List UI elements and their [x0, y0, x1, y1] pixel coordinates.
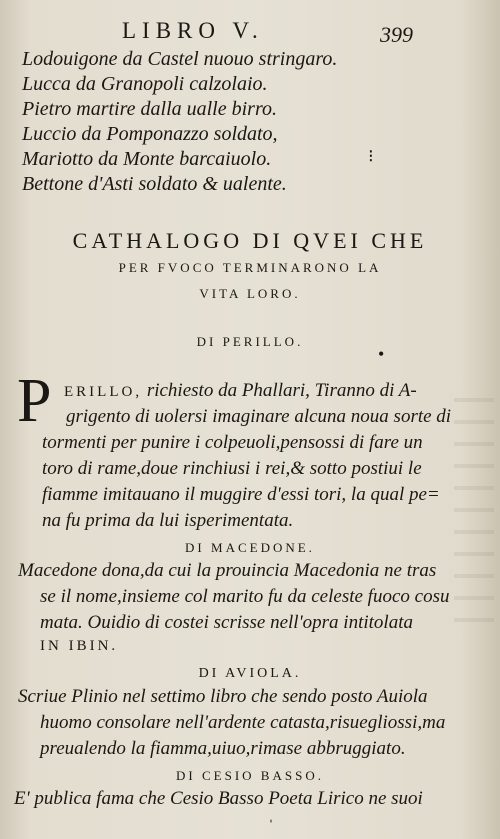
section-heading-cesio-basso: DI CESIO BASSO. [176, 768, 324, 783]
running-head: LIBRO V. [122, 18, 264, 43]
text-line: grigento di uolersi imaginare alcuna noua sorte di [66, 406, 452, 427]
text-line: Scriue Plinio nel settimo libro che sendo posto Auiola [18, 686, 428, 707]
text-line: E' publica fama che Cesio Basso Poeta Lirico ne suoi [14, 788, 423, 809]
bleed-through-texture [454, 380, 494, 640]
list-item: Pietro martire dalla ualle birro. [22, 98, 277, 120]
text-line: toro di rame,doue rinchiusi i rei,& sotto postiui le [42, 458, 422, 479]
list-item: Bettone d'Asti soldato & ualente. [22, 173, 287, 195]
text-line: huomo consolare nell'ardente catasta,risuegliossi,ma [40, 712, 446, 733]
list-item: Luccio da Pomponazzo soldato, [22, 123, 278, 145]
ink-dot: • [378, 344, 385, 364]
text-line: na fu prima da lui isperimentata. [42, 510, 294, 531]
text-line: preualendo la fiamma,uiuo,rimase abbruggiato. [40, 738, 406, 759]
section-heading-perillo: DI PERILLO. [196, 334, 304, 349]
list-item: Lucca da Granopoli calzolaio. [22, 73, 268, 95]
text-line: fiamme imitauano il muggire d'essi tori, la qual pe= [42, 484, 440, 505]
list-item: Mariotto da Monte barcaiuolo. [22, 148, 272, 170]
section-heading-macedone: DI MACEDONE. [185, 540, 315, 555]
ink-mark: ⁝ [368, 146, 374, 166]
text-line: se il nome,insieme col marito fu da celeste fuoco cosu [40, 586, 450, 607]
page-header [0, 18, 500, 48]
text-line: IN IBIN. [40, 638, 119, 654]
first-line-text: richiesto da Phallari, Tiranno di A- [142, 380, 417, 401]
text-line: tormenti per punire i colpeuoli,pensossi di fare un [42, 432, 423, 453]
catalog-title-line-3: VITA LORO. [199, 286, 301, 301]
text-line: Macedone dona,da cui la prouincia Macedonia ne tras [18, 560, 437, 581]
ink-mark: ˈ [268, 816, 274, 836]
section-heading-aviola: DI AVIOLA. [198, 666, 302, 681]
catalog-title-line-1: CATHALOGO DI QVEI CHE [72, 228, 428, 253]
first-line [64, 380, 417, 402]
list-item: Lodouigone da Castel nuouo stringaro. [22, 48, 338, 70]
text-line: mata. Ouidio di costei scrisse nell'opra intitolata [40, 612, 413, 633]
catalog-title-line-2: PER FVOCO TERMINARONO LA [118, 260, 382, 275]
lead-word: ERILLO, [64, 384, 143, 400]
page-number: 399 [380, 22, 413, 47]
drop-cap: P [17, 367, 52, 435]
